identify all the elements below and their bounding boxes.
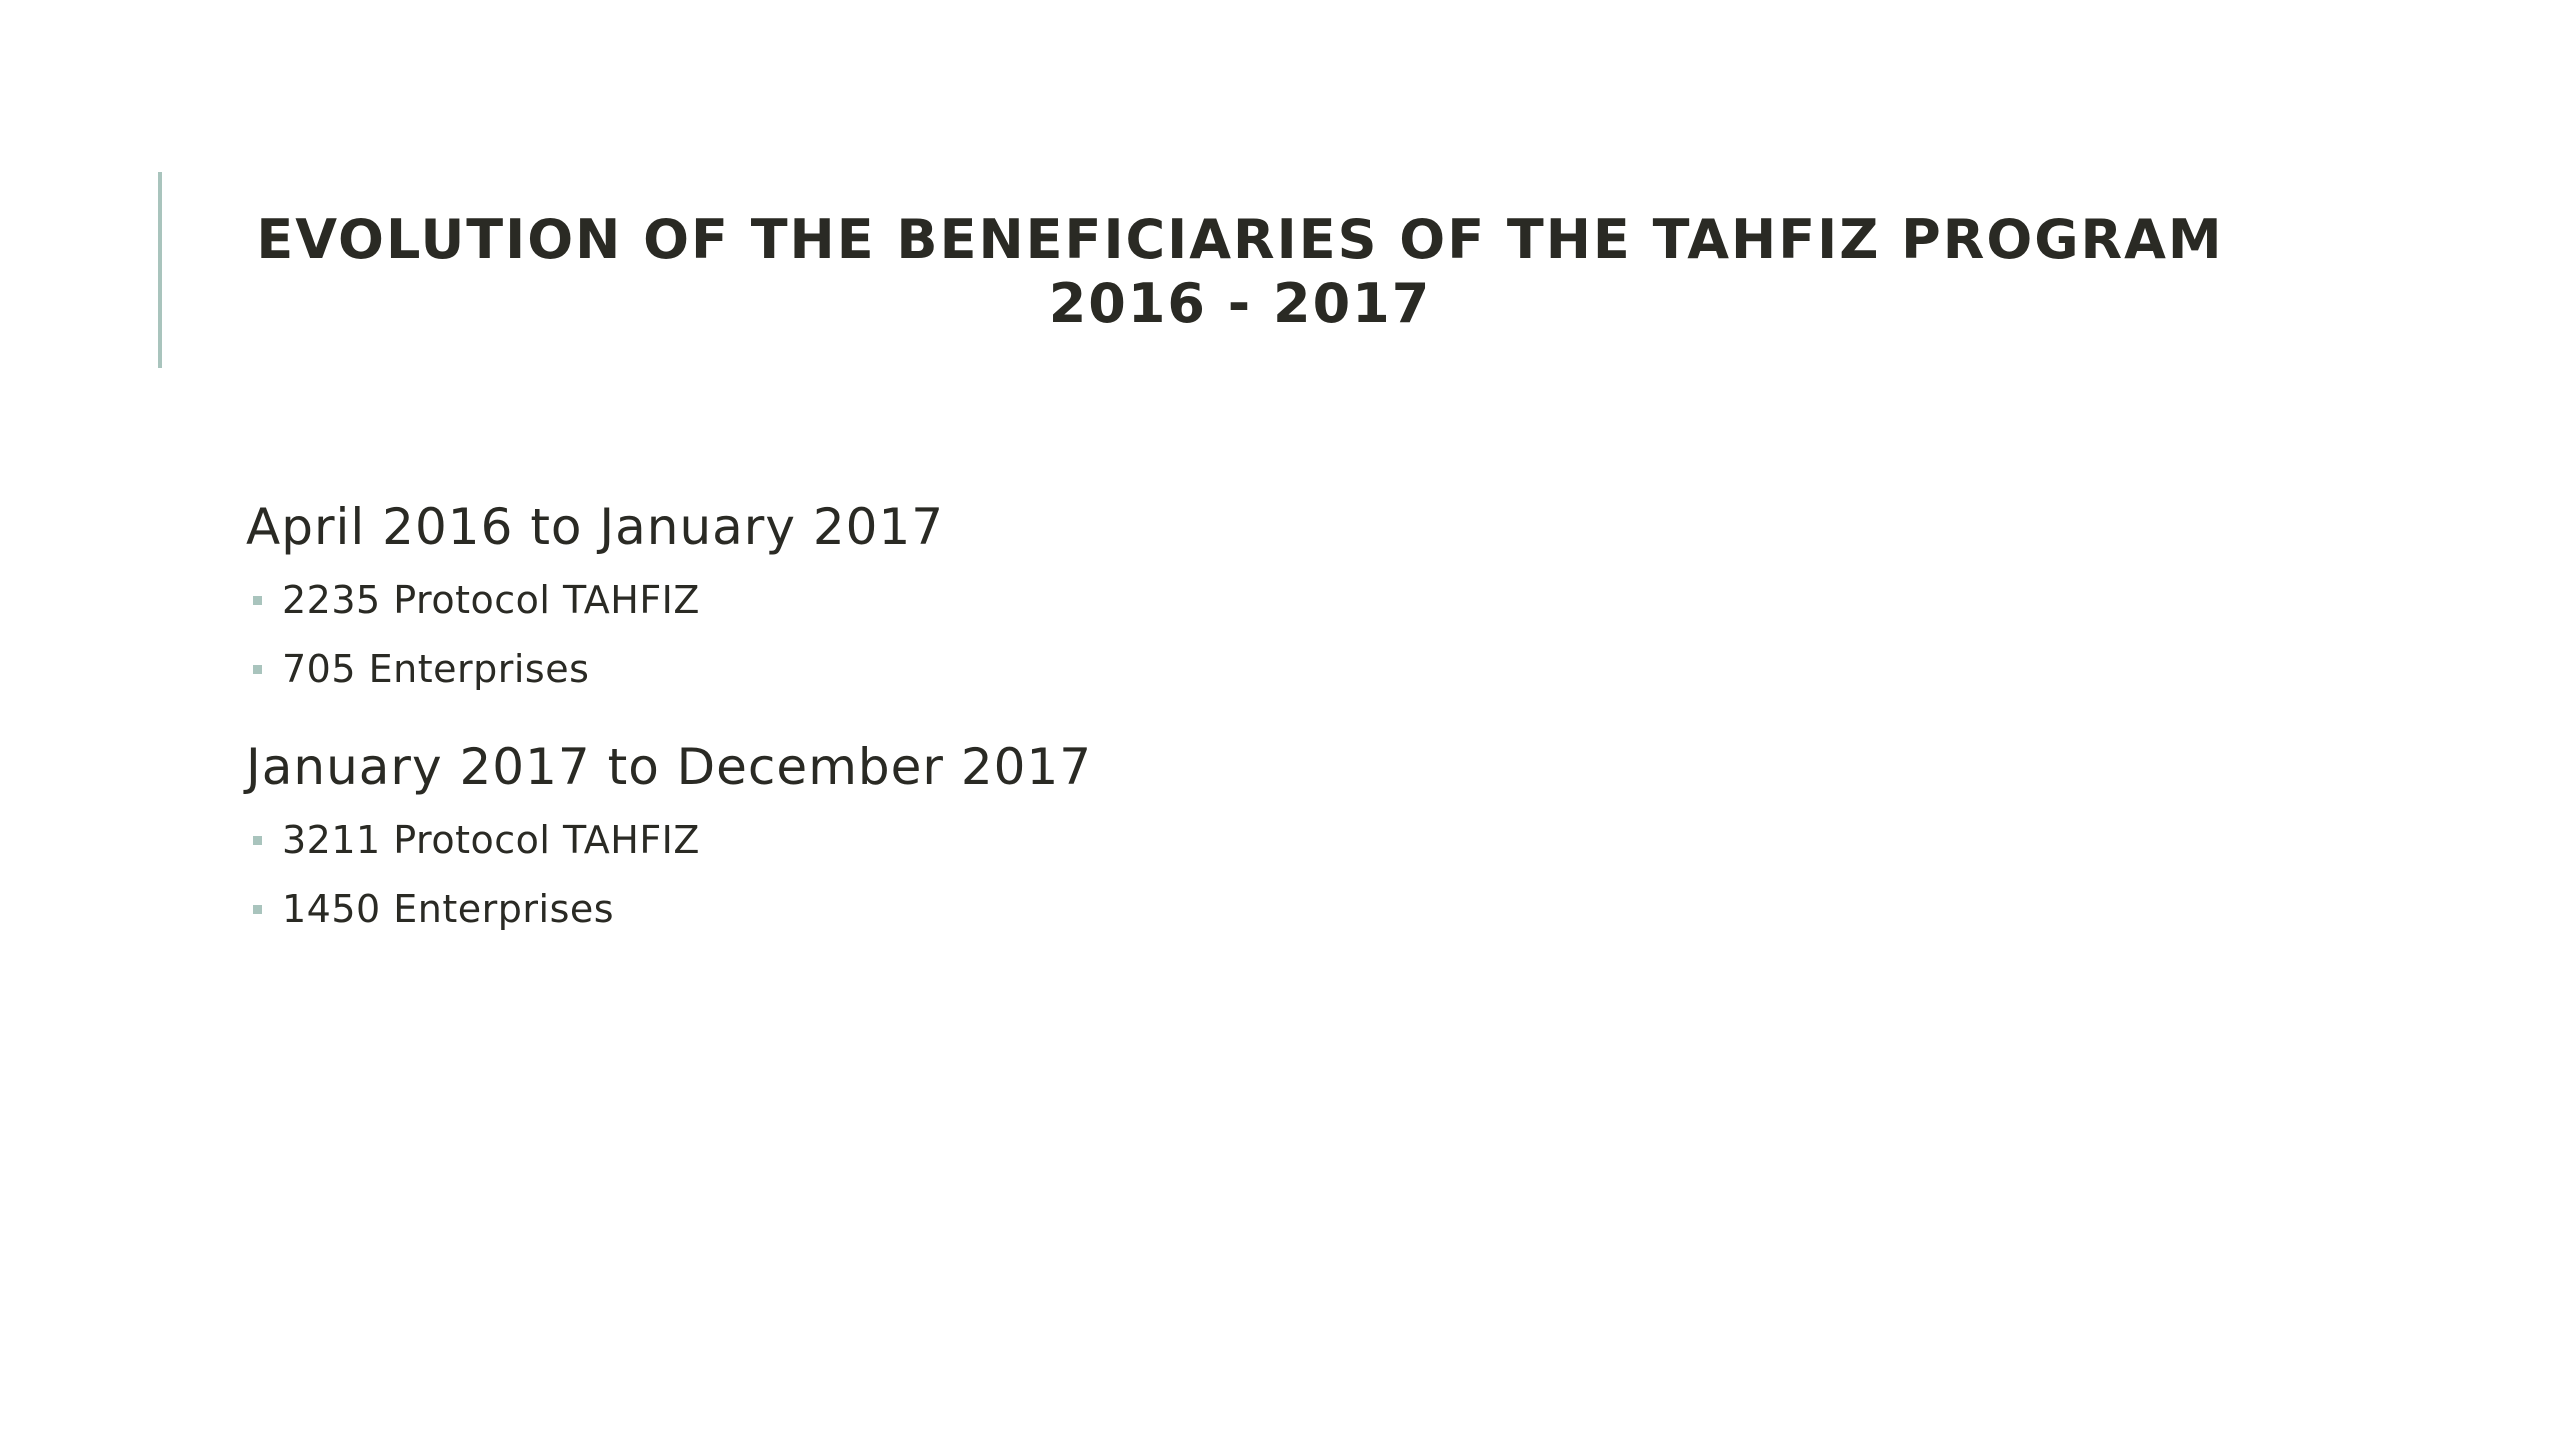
bullet-text: 2235 Protocol TAHFIZ (282, 578, 700, 622)
section-2017 (246, 728, 2046, 944)
slide-content (246, 488, 2046, 968)
bullet-item (246, 566, 2046, 635)
bullet-item (246, 875, 2046, 944)
square-bullet-icon (253, 836, 262, 845)
square-bullet-icon (253, 596, 262, 605)
title-accent-bar (158, 172, 162, 368)
slide-title: EVOLUTION OF THE BENEFICIARIES OF THE TAHFIZ PROGRAM 2016 - 2017 (256, 208, 2224, 335)
bullet-list (246, 806, 2046, 944)
section-2016-2017 (246, 488, 2046, 704)
square-bullet-icon (253, 665, 262, 674)
section-heading: April 2016 to January 2017 (246, 498, 945, 556)
bullet-item (246, 635, 2046, 704)
bullet-text: 3211 Protocol TAHFIZ (282, 818, 700, 862)
bullet-item (246, 806, 2046, 875)
bullet-text: 705 Enterprises (282, 647, 590, 691)
section-heading: January 2017 to December 2017 (246, 738, 1093, 796)
bullet-list (246, 566, 2046, 704)
bullet-text: 1450 Enterprises (282, 887, 615, 931)
square-bullet-icon (253, 905, 262, 914)
